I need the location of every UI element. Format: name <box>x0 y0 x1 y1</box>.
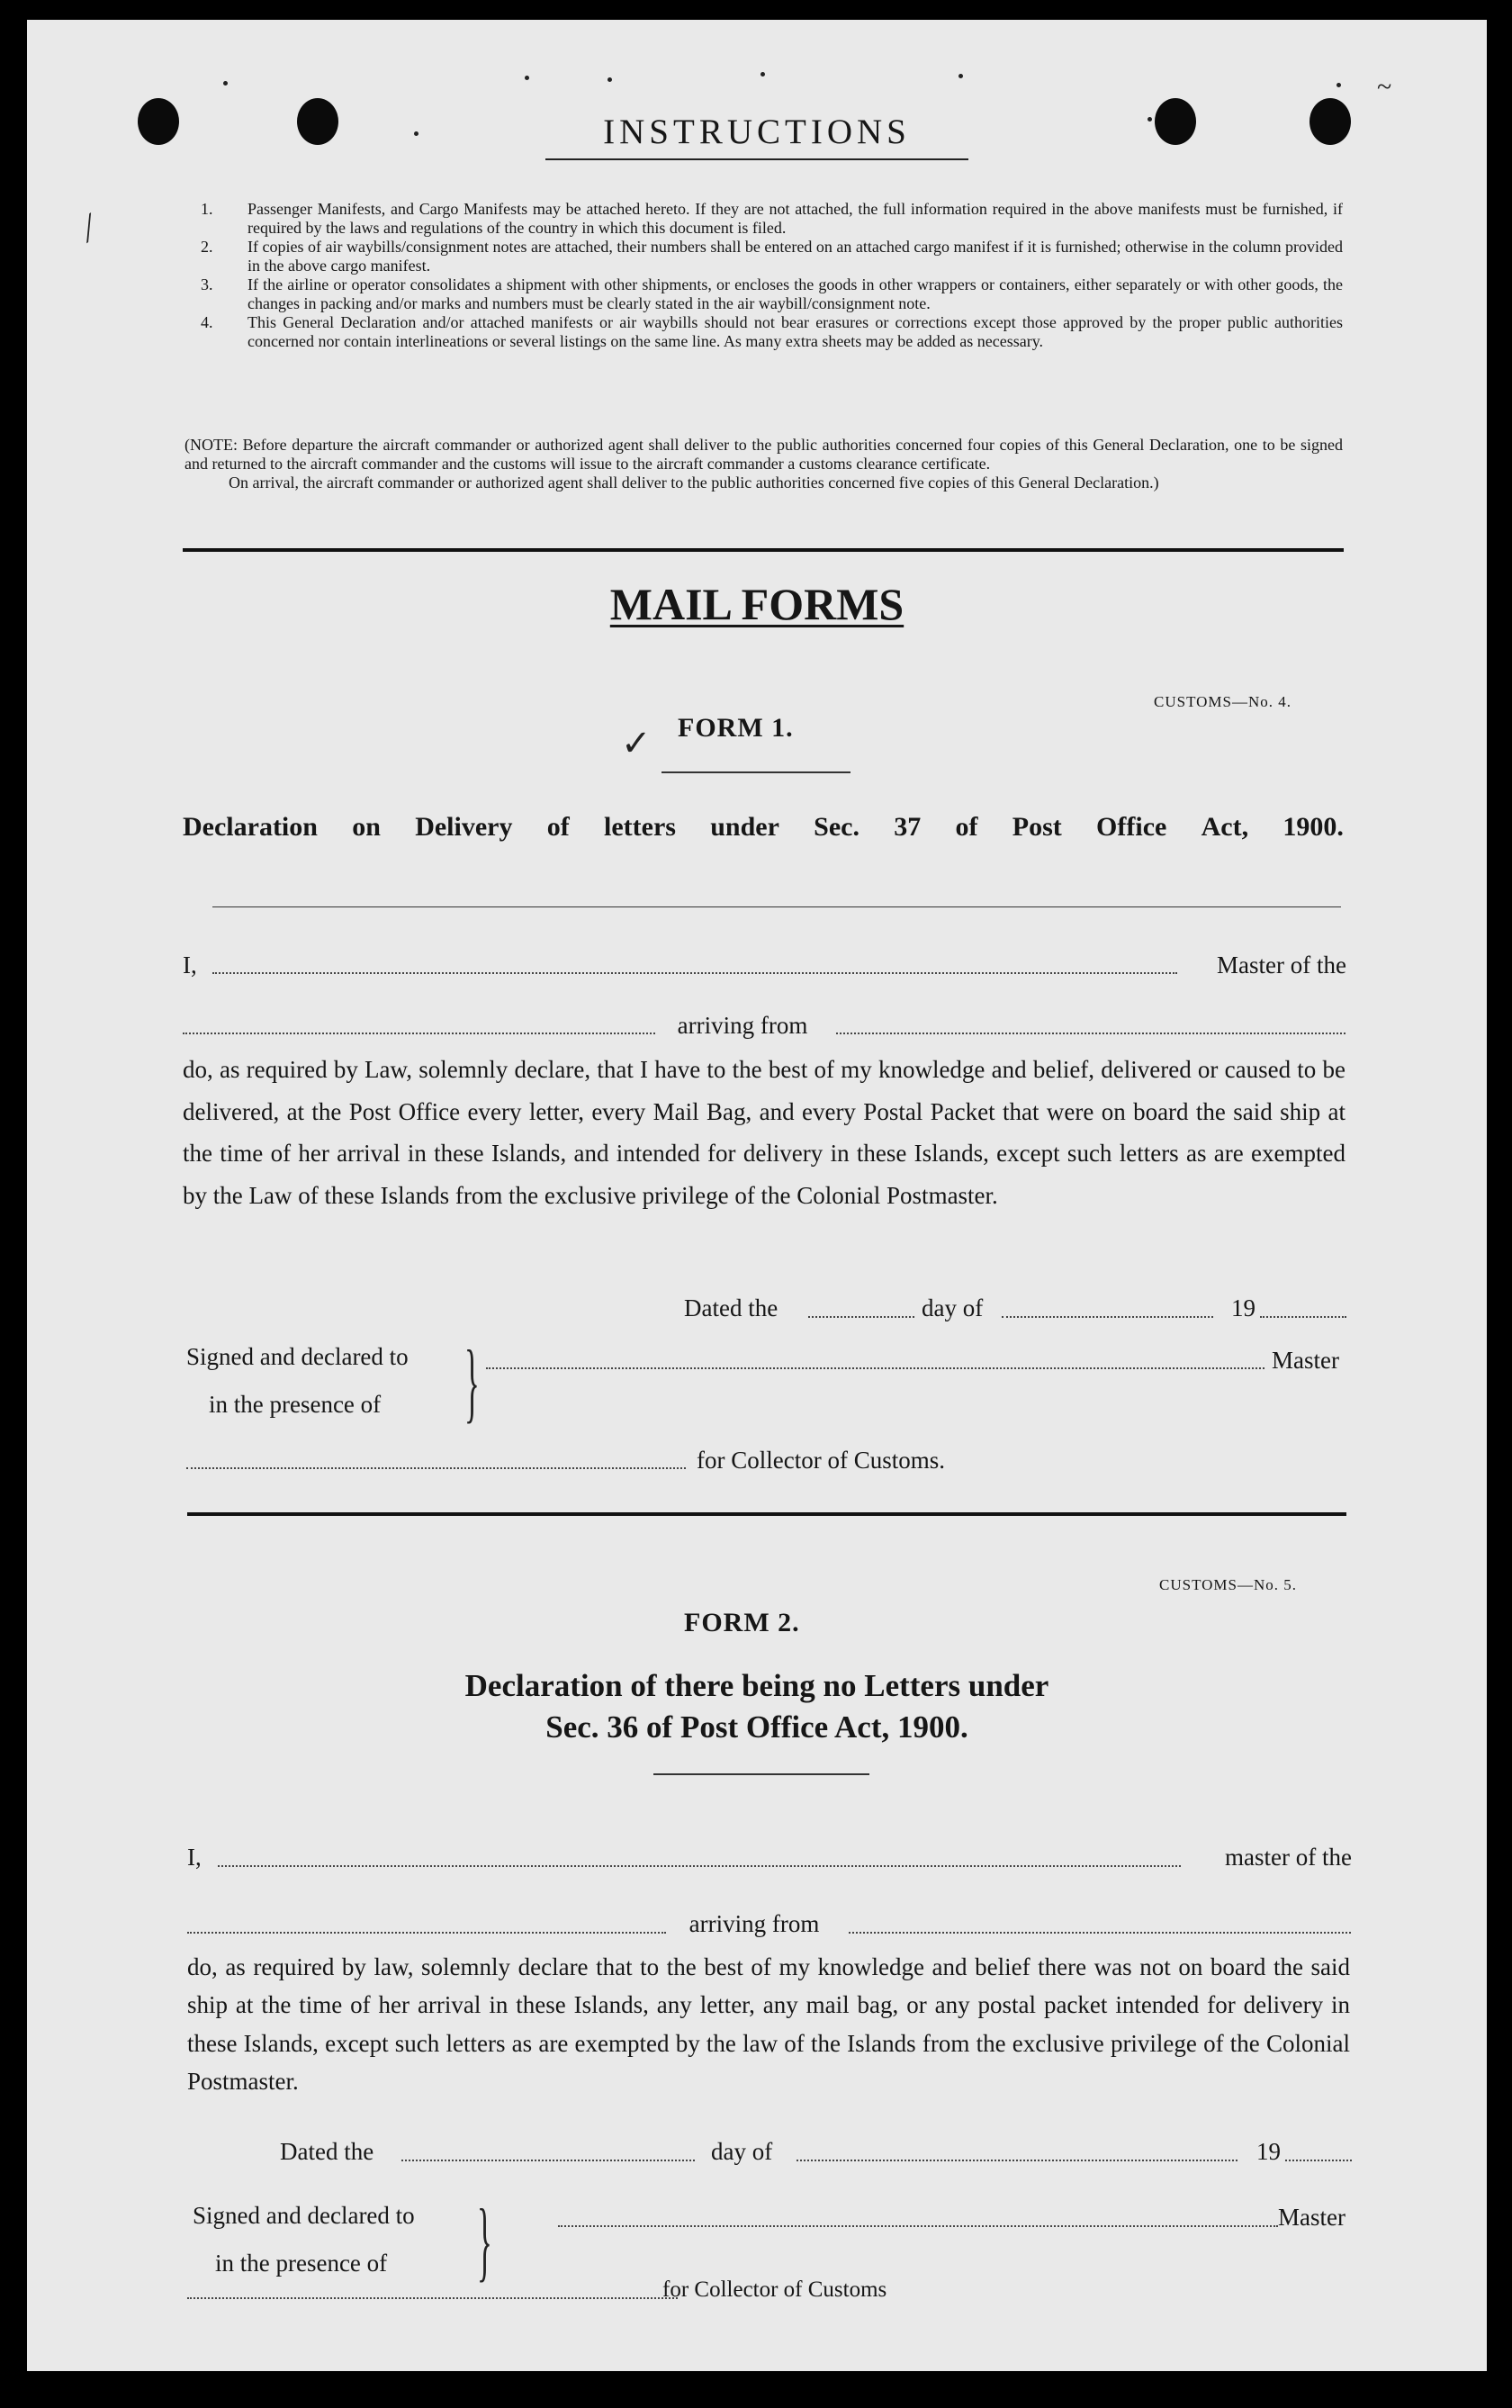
form1-brace: } <box>464 1331 480 1431</box>
form-divider <box>187 1512 1346 1516</box>
form2-customs-number: CUSTOMS—No. 5. <box>1159 1576 1298 1593</box>
heading-word: under <box>710 812 779 842</box>
note-text: (NOTE: Before departure the aircraft commander or authorized agent shall deliver to the public authorities concerned four copies of this General Declaration, one to be signed and returned to the aircraft commander and the customs will issue to the aircraft commander a customs clearance certificate. <box>184 436 1343 473</box>
form1-heading <box>183 812 1344 843</box>
form2-dated-the: Dated the <box>280 2138 374 2165</box>
pen-mark: ~ <box>1377 72 1392 102</box>
instructions-note <box>184 436 1343 492</box>
speck <box>1336 83 1341 87</box>
form1-month-field[interactable] <box>1002 1316 1213 1318</box>
form2-declaration-text: do, as required by law, solemnly declare that to the best of my knowledge and belief there was not on board the said ship at the time of her arrival in these Islands, any letter, any mail bag, or any postal packet intended for delivery in these Islands, except such letters as are exempted by the law of the Islands from the exclusive privilege of the Colonial Postmaster. <box>187 1953 1350 2095</box>
item-number: 2. <box>201 238 213 256</box>
item-number: 1. <box>201 200 213 218</box>
form1-master-of-the: Master of the <box>1217 951 1346 979</box>
pen-mark: ✓ <box>621 723 652 763</box>
form1-dated-the: Dated the <box>684 1294 778 1321</box>
instruction-item <box>184 313 1343 351</box>
form2-day-field[interactable] <box>401 2160 695 2161</box>
instruction-item <box>184 238 1343 275</box>
form2-arriving-from: arriving from <box>688 1910 820 1937</box>
form2-collector-signature-field[interactable] <box>187 2297 678 2299</box>
form2-year-prefix: 19 <box>1256 2138 1281 2165</box>
form1-heading-rule <box>212 906 1341 907</box>
item-text: If copies of air waybills/consignment notes are attached, their numbers shall be entered on an attached cargo manifest if it is furnished; otherwise in the column provided in the above cargo manifest. <box>248 238 1343 275</box>
instruction-item <box>184 200 1343 238</box>
heading-word: Declaration <box>183 812 318 842</box>
form1-year-prefix: 19 <box>1231 1294 1256 1321</box>
speck <box>608 77 612 82</box>
item-text: If the airline or operator consolidates a shipment with other shipments, or encloses the goods in other wrappers or containers, either separately or with other goods, the changes in packing and/or marks and numbers must be clearly stated in the air waybill/consignment note. <box>248 275 1343 312</box>
form2-heading-line2: Sec. 36 of Post Office Act, 1900. <box>545 1709 968 1745</box>
form2-label: FORM 2. <box>684 1608 800 1637</box>
form1-master-signature-field[interactable] <box>486 1367 1264 1369</box>
speck <box>525 76 529 80</box>
heading-word: 1900. <box>1282 812 1344 842</box>
item-text: Passenger Manifests, and Cargo Manifests may be attached hereto. If they are not attached, the full information required in the above manifests must be furnished, if required by the laws and regulations of the country in which this document is filed. <box>248 200 1343 237</box>
form1-signed-line2: in the presence of <box>209 1391 382 1418</box>
form2-ship-name-field[interactable] <box>187 1932 666 1934</box>
form1-master-name-field[interactable] <box>212 972 1177 974</box>
mail-forms-title: MAIL FORMS <box>609 579 904 629</box>
heading-word: on <box>352 812 381 842</box>
form2-origin-field[interactable] <box>849 1932 1351 1934</box>
form1-collector-signature-field[interactable] <box>186 1467 686 1469</box>
form2-master-signature-field[interactable] <box>558 2225 1278 2227</box>
heading-word: Delivery <box>415 812 513 842</box>
heading-word: letters <box>604 812 676 842</box>
form1-signed-line1: Signed and declared to <box>186 1343 409 1370</box>
note-text-arrival: On arrival, the aircraft commander or authorized agent shall deliver to the public authorities concerned five copies of this General Declaration.) <box>229 473 1159 492</box>
heading-word: of <box>546 812 570 842</box>
form2-signed-line1: Signed and declared to <box>193 2202 415 2229</box>
form2-year-field[interactable] <box>1285 2160 1352 2161</box>
instructions-list <box>184 200 1343 351</box>
instructions-underline <box>545 158 968 160</box>
form2-month-field[interactable] <box>796 2160 1238 2161</box>
heading-word: 37 <box>894 812 922 842</box>
heading-word: Office <box>1096 812 1167 842</box>
form1-day-field[interactable] <box>808 1316 914 1318</box>
item-number: 4. <box>201 313 213 331</box>
item-number: 3. <box>201 275 213 293</box>
form1-day-of: day of <box>922 1294 984 1321</box>
form1-collector-label: for Collector of Customs. <box>697 1447 945 1474</box>
speck <box>958 74 963 78</box>
document-page <box>27 20 1487 2371</box>
form1-customs-number: CUSTOMS—No. 4. <box>1154 693 1292 710</box>
form1-declaration-text: do, as required by Law, solemnly declare, that I have to the best of my knowledge and belief, delivered or caused to be delivered, at the Post Office every letter, every Mail Bag, and every Postal Packet that were on board the said ship at the time of her arrival in these Islands, and intended for delivery in these Islands, except such letters as are exempted by the Law of these Islands from the exclusive privilege of the Colonial Postmaster. <box>183 1056 1346 1209</box>
form2-day-of: day of <box>711 2138 773 2165</box>
form2-master-label: Master <box>1278 2204 1346 2231</box>
form2-signed-line2: in the presence of <box>215 2250 388 2277</box>
instructions-title: INSTRUCTIONS <box>603 113 911 151</box>
form1-label-underline <box>662 771 850 773</box>
instruction-item <box>184 275 1343 313</box>
section-divider <box>183 548 1344 552</box>
heading-word: Act, <box>1201 812 1249 842</box>
speck <box>760 72 765 77</box>
form1-ship-name-field[interactable] <box>183 1033 655 1034</box>
form2-collector-label: for Collector of Customs <box>662 2277 887 2302</box>
form1-master-label: Master <box>1272 1347 1339 1374</box>
form1-arriving-from: arriving from <box>677 1012 808 1039</box>
form1-year-field[interactable] <box>1260 1316 1346 1318</box>
form2-brace: } <box>477 2190 492 2290</box>
form2-heading-underline <box>653 1773 869 1775</box>
form2-master-of-the: master of the <box>1225 1844 1352 1871</box>
form1-origin-field[interactable] <box>836 1033 1346 1034</box>
form2-heading <box>27 1665 1487 1748</box>
heading-word: Sec. <box>814 812 860 842</box>
item-text: This General Declaration and/or attached manifests or air waybills should not bear erasures or corrections except those approved by the proper public authorities concerned nor contain interlineations or several listings on the same line. As many extra sheets may be added as necessary. <box>248 313 1343 350</box>
heading-word: of <box>955 812 978 842</box>
pen-mark: ⟋ <box>71 209 108 249</box>
form2-master-name-field[interactable] <box>218 1865 1181 1867</box>
heading-word: Post <box>1012 812 1062 842</box>
form2-i-label: I, <box>187 1844 202 1871</box>
form2-heading-line1: Declaration of there being no Letters under <box>464 1668 1049 1703</box>
form1-i-label: I, <box>183 951 197 979</box>
speck <box>223 81 228 86</box>
form1-label: FORM 1. <box>678 713 794 743</box>
